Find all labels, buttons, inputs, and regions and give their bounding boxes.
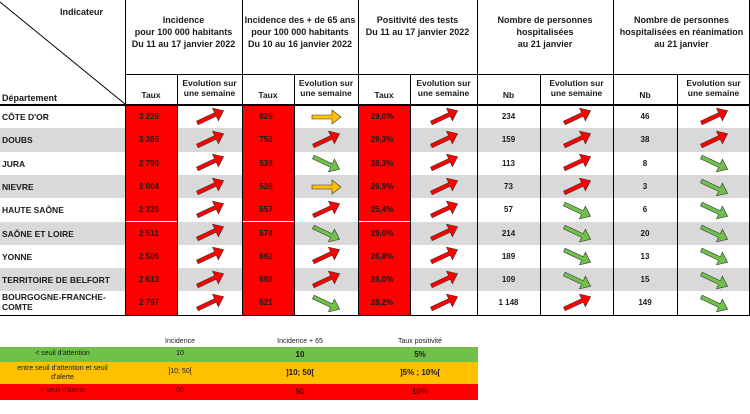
up-red-arrow-icon xyxy=(696,107,732,127)
up-red-arrow-icon xyxy=(559,293,595,313)
up-red-arrow-icon xyxy=(559,107,595,127)
up-red-arrow-icon xyxy=(559,177,595,197)
up-red-arrow-icon xyxy=(426,200,462,220)
up-red-arrow-icon xyxy=(308,270,344,290)
down-green-arrow-icon xyxy=(559,200,595,220)
cell-value: 214 xyxy=(501,228,516,238)
column-group-header: Positivité des tests Du 11 au 17 janvier 2022 xyxy=(365,15,470,37)
up-red-arrow-icon xyxy=(192,223,228,243)
cell-value: 698 xyxy=(259,275,273,285)
cell-value: 2 320 xyxy=(138,205,160,215)
department-name: JURA xyxy=(2,158,26,169)
column-group-header: Incidence pour 100 000 habitants Du 11 au 17 janvier 2022 xyxy=(131,15,236,49)
up-red-arrow-icon xyxy=(426,293,462,313)
cell-value: 621 xyxy=(259,298,273,308)
cell-value: 629 xyxy=(259,112,273,121)
cell-value: 2 506 xyxy=(138,251,160,261)
cell-value: 752 xyxy=(259,135,273,145)
up-red-arrow-icon xyxy=(426,130,462,150)
departement-label: Département xyxy=(2,93,58,103)
sub-header: Taux xyxy=(374,90,394,100)
cell-value: 149 xyxy=(638,298,652,308)
up-red-arrow-icon xyxy=(426,107,462,127)
cell-value: 234 xyxy=(501,112,516,121)
sub-separator xyxy=(540,74,541,315)
down-green-arrow-icon xyxy=(696,293,732,313)
department-name: DOUBS xyxy=(2,135,33,146)
up-red-arrow-icon xyxy=(559,130,595,150)
column-group-header: Nombre de personnes hospitalisées au 21 janvier xyxy=(497,15,593,49)
sub-separator xyxy=(677,74,678,315)
department-name: BOURGOGNE-FRANCHE- COMTE xyxy=(2,292,106,313)
cell-value: 2 004 xyxy=(138,181,160,191)
up-red-arrow-icon xyxy=(308,246,344,266)
up-red-arrow-icon xyxy=(559,153,595,173)
up-red-arrow-icon xyxy=(696,130,732,150)
cell-value: 113 xyxy=(502,158,515,168)
up-red-arrow-icon xyxy=(192,107,228,127)
column-group-header: Incidence des + de 65 ans pour 100 000 habitants Du 10 au 16 janvier 2022 xyxy=(244,15,356,49)
cell-value: 662 xyxy=(259,251,273,261)
sub-header: Taux xyxy=(141,90,161,100)
up-red-arrow-icon xyxy=(308,200,344,220)
cell-value: 26,8% xyxy=(370,251,394,261)
cell-value: 189 xyxy=(501,251,516,261)
legend-threshold-value: 5% xyxy=(414,349,426,359)
cell-value: 13 xyxy=(640,251,650,261)
up-red-arrow-icon xyxy=(192,270,228,290)
up-red-arrow-icon xyxy=(192,200,228,220)
cell-value: 28,3% xyxy=(370,158,394,168)
legend-threshold-value: 10% xyxy=(411,387,428,396)
up-red-arrow-icon xyxy=(426,246,462,266)
sub-header: Taux xyxy=(258,90,278,100)
cell-value: 25,4% xyxy=(370,205,394,215)
group-separator xyxy=(358,0,359,315)
down-green-arrow-icon xyxy=(696,270,732,290)
up-red-arrow-icon xyxy=(426,177,462,197)
department-name: YONNE xyxy=(2,251,33,262)
legend-row-label: < seuil d'attention xyxy=(35,350,90,357)
header-diagonal xyxy=(0,0,125,105)
cell-value: 38 xyxy=(640,135,650,145)
legend-column-header: Taux positivité xyxy=(398,338,442,345)
cell-value: 73 xyxy=(504,181,513,191)
down-green-arrow-icon xyxy=(559,270,595,290)
sub-header: Evolution sur une semaine xyxy=(182,78,237,98)
cell-value: 20 xyxy=(640,228,650,238)
sub-separator xyxy=(177,74,178,315)
department-name: NIEVRE xyxy=(2,181,34,192)
cell-value: 2 799 xyxy=(138,158,160,168)
sub-header: Nb xyxy=(502,90,515,100)
table-bottom-line xyxy=(0,315,750,316)
up-red-arrow-icon xyxy=(192,153,228,173)
up-red-arrow-icon xyxy=(192,293,228,313)
up-red-arrow-icon xyxy=(192,130,228,150)
sub-header: Evolution sur une semaine xyxy=(686,78,741,98)
subheader-top-line xyxy=(125,74,750,75)
indicateur-label: Indicateur xyxy=(60,7,104,17)
cell-value: 2 613 xyxy=(138,275,160,285)
legend-column-header: Incidence xyxy=(165,338,195,345)
department-name: CÔTE D'OR xyxy=(2,112,49,122)
up-red-arrow-icon xyxy=(308,130,344,150)
header-bottom-line xyxy=(0,104,750,106)
cell-value: 15 xyxy=(640,275,650,285)
sub-header: Evolution sur une semaine xyxy=(549,78,604,98)
column-group-header: Nombre de personnes hospitalisées en réanimation au 21 janvier xyxy=(619,15,744,49)
legend-row-label: > seuil d'alerte xyxy=(39,387,86,394)
sub-header: Evolution sur une semaine xyxy=(298,78,354,98)
up-red-arrow-icon xyxy=(426,270,462,290)
down-green-arrow-icon xyxy=(696,223,732,243)
cell-value: 26,9% xyxy=(370,181,394,191)
cell-value: 159 xyxy=(501,135,516,145)
sub-separator xyxy=(294,74,295,315)
cell-value: 46 xyxy=(640,112,650,121)
down-green-arrow-icon xyxy=(696,177,732,197)
cell-value: 6 xyxy=(642,205,648,215)
up-red-arrow-icon xyxy=(426,223,462,243)
group-separator xyxy=(242,0,243,315)
group-separator xyxy=(125,0,126,315)
down-green-arrow-icon xyxy=(559,246,595,266)
legend-threshold-value: 10 xyxy=(295,349,305,359)
down-green-arrow-icon xyxy=(696,246,732,266)
down-green-arrow-icon xyxy=(696,200,732,220)
cell-value: 1 148 xyxy=(498,298,519,308)
cell-value: 109 xyxy=(501,275,516,285)
sub-header: Evolution sur une semaine xyxy=(416,78,471,98)
down-green-arrow-icon xyxy=(308,153,344,173)
cell-value: 2 511 xyxy=(139,228,159,238)
diagonal-line xyxy=(0,2,125,104)
group-separator xyxy=(613,0,614,315)
legend-row-label: entre seuil d'attention et seuil d'alerte xyxy=(17,365,108,381)
legend-threshold-value: ]10; 50[ xyxy=(168,368,192,375)
sub-header: Nb xyxy=(639,90,651,100)
legend-column-header: Incidence + 65 xyxy=(277,338,323,345)
cell-value: 574 xyxy=(259,228,273,238)
cell-value: 57 xyxy=(504,205,513,215)
cell-value: 557 xyxy=(259,205,273,215)
cell-value: 29,0% xyxy=(370,228,394,238)
legend-threshold-value: 10 xyxy=(176,349,184,357)
legend-threshold-value: 50 xyxy=(295,387,305,396)
flat-yellow-arrow-icon xyxy=(308,177,344,197)
group-separator xyxy=(477,0,478,315)
up-red-arrow-icon xyxy=(192,177,228,197)
down-green-arrow-icon xyxy=(308,293,344,313)
down-green-arrow-icon xyxy=(696,153,732,173)
cell-value: 2 797 xyxy=(138,298,160,308)
cell-value: 28,2% xyxy=(370,298,394,308)
up-red-arrow-icon xyxy=(192,246,228,266)
department-name: TERRITOIRE DE BELFORT xyxy=(2,275,110,286)
department-name: SAÔNE ET LOIRE xyxy=(2,228,74,239)
flat-yellow-arrow-icon xyxy=(308,107,344,127)
cell-value: 526 xyxy=(259,181,273,191)
up-red-arrow-icon xyxy=(426,153,462,173)
legend-threshold-value: ]10; 50[ xyxy=(285,368,314,377)
legend-threshold-value: ]5% ; 10%[ xyxy=(399,368,440,377)
legend-threshold-value: 50 xyxy=(176,387,184,394)
down-green-arrow-icon xyxy=(559,223,595,243)
department-name: HAUTE SAÔNE xyxy=(2,205,64,216)
cell-value: 8 xyxy=(642,158,648,168)
cell-value: 29,0% xyxy=(370,112,394,121)
cell-value: 3 229 xyxy=(138,112,160,121)
cell-value: 29,3% xyxy=(370,135,394,145)
cell-value: 3 xyxy=(642,181,648,191)
sub-separator xyxy=(410,74,411,315)
down-green-arrow-icon xyxy=(308,223,344,243)
cell-value: 3 385 xyxy=(138,135,160,145)
cell-value: 539 xyxy=(259,158,273,168)
cell-value: 26,0% xyxy=(370,275,394,285)
